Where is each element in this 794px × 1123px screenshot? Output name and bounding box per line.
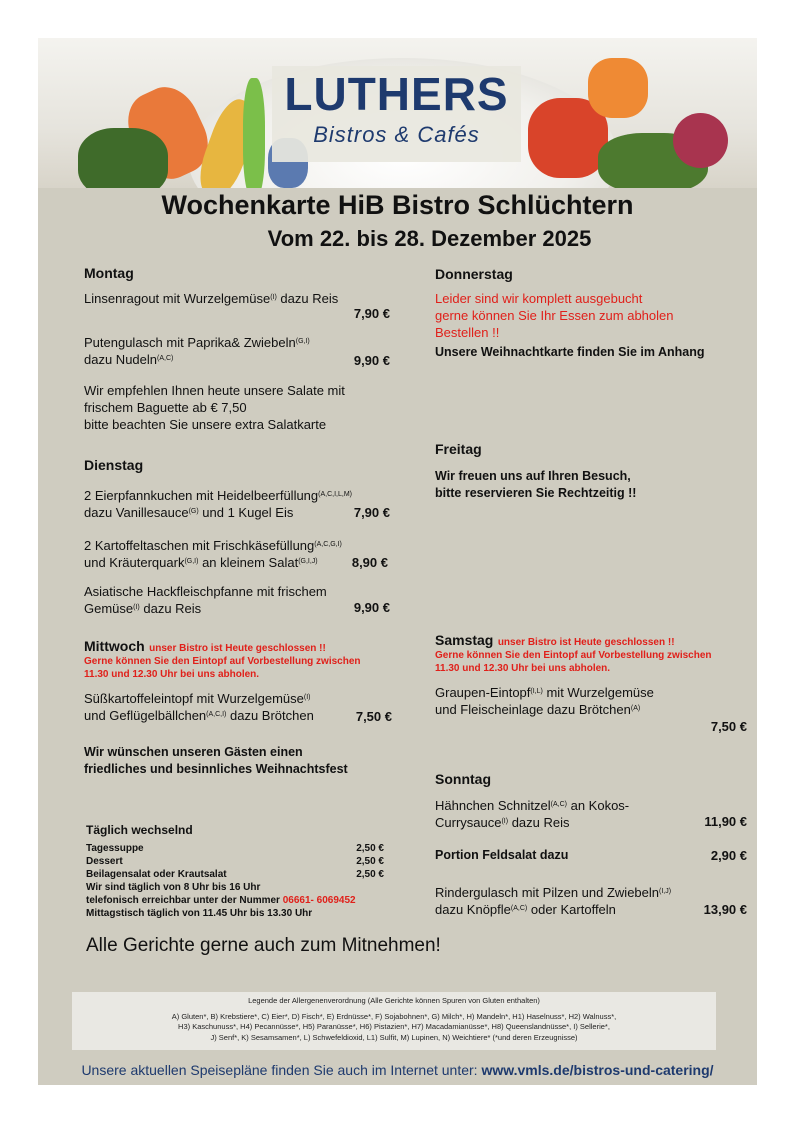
dienstag-item2-price: 8,90 €: [351, 555, 388, 570]
legend-heading: Legende der Allergenenverordnung (Alle Gerichte können Spuren von Gluten enthalten): [248, 996, 540, 1005]
montag-item1: [84, 290, 338, 307]
note-line: friedliches und besinnliches Weihnachtsfest: [84, 762, 348, 776]
sonntag-item3-price: 13,90 €: [703, 902, 747, 917]
samstag-header: [435, 632, 675, 650]
mittwoch-item1-price: 7,50 €: [355, 709, 392, 724]
montag-item1-price: 7,90 €: [353, 306, 390, 321]
donnerstag-booked-notice: [435, 290, 674, 341]
dish-name: 2 Eierpfannkuchen mit Heidelbeerfüllung: [84, 488, 319, 503]
dish-side: und Fleischeinlage dazu Brötchen: [435, 702, 631, 717]
dish-side: Gemüse: [84, 601, 134, 616]
dish-side: Currysauce: [435, 815, 502, 830]
daily-price: 2,50 €: [356, 869, 384, 880]
allergen-code: (I): [133, 604, 140, 611]
dienstag-item3: [84, 583, 327, 617]
dish-side: dazu Nudeln: [84, 352, 157, 367]
allergen-code: (G,I,J): [298, 558, 318, 565]
mittwoch-preorder-note: [84, 656, 361, 681]
day-donnerstag: Donnerstag: [435, 266, 513, 282]
dish-name: Rindergulasch mit Pilzen und Zwiebeln: [435, 885, 660, 900]
freitag-note: [435, 468, 636, 502]
dish-side: an Kokos-: [566, 798, 630, 813]
daily-heading: Täglich wechselnd: [86, 823, 193, 837]
note-line: Gerne können Sie den Eintopf auf Vorbestellung zwischen: [435, 650, 712, 661]
sonntag-item2-price: 2,90 €: [710, 848, 747, 863]
day-montag: Montag: [84, 265, 134, 281]
vegetable-decoration: [673, 113, 728, 168]
note-line: 11.30 und 12.30 Uhr bei uns abholen.: [84, 668, 260, 680]
opening-hours: Wir sind täglich von 8 Uhr bis 16 Uhr: [86, 882, 261, 893]
samstag-item1-price: 7,50 €: [710, 719, 747, 734]
daily-row: [86, 843, 384, 856]
daily-list: [86, 843, 384, 921]
dish-side: und Geflügelbällchen: [84, 708, 207, 723]
dish-side: dazu Reis: [139, 601, 202, 616]
note-line: Bestellen !!: [435, 325, 500, 340]
note-line: bitte beachten Sie unsere extra Salatkarte: [84, 417, 327, 432]
takeaway-note: Alle Gerichte gerne auch zum Mitnehmen!: [86, 935, 441, 956]
allergen-code: (I): [270, 294, 277, 301]
vegetable-decoration: [243, 78, 265, 188]
note-line: Wir empfehlen Ihnen heute unsere Salate mit: [84, 383, 345, 398]
samstag-preorder-note: [435, 650, 712, 675]
phone-number[interactable]: 06661- 6069452: [282, 895, 356, 906]
dish-name: Linsenragout mit Wurzelgemüse: [84, 291, 271, 306]
legend-line: H3) Kaschunuss*, H4) Pecannüsse*, H5) Paranüsse*, H6) Pistazien*, H7) Macadamianüsse*, H8) Queenslandnüsse*, I) Sellerie*,: [178, 1022, 610, 1031]
note-line: Leider sind wir komplett ausgebucht: [435, 291, 643, 306]
allergen-code: (A,C,I,L,M): [318, 491, 352, 498]
sonntag-item1: [435, 797, 629, 831]
note-line: bitte reservieren Sie Rechtzeitig !!: [435, 486, 637, 500]
sonntag-item1-price: 11,90 €: [704, 814, 747, 829]
day-samstag: Samstag: [435, 632, 494, 648]
day-dienstag: Dienstag: [84, 457, 144, 473]
montag-item2-price: 9,90 €: [353, 353, 390, 368]
note-line: Wir freuen uns auf Ihren Besuch,: [435, 469, 631, 483]
christmas-menu-note: Unsere Weihnachtkarte finden Sie im Anhang: [435, 345, 705, 359]
dish-name: Graupen-Eintopf: [435, 685, 531, 700]
holiday-wishes: [84, 744, 348, 778]
footer-note: [38, 1062, 757, 1078]
vegetable-decoration: [588, 58, 648, 118]
dish-side: mit Wurzelgemüse: [542, 685, 654, 700]
dish-side: dazu Reis: [508, 815, 570, 830]
mittwoch-header: [84, 638, 326, 656]
note-line: gerne können Sie Ihr Essen zum abholen: [435, 308, 674, 323]
note-line: Gerne können Sie den Eintopf auf Vorbestellung zwischen: [84, 656, 361, 667]
luthers-logo: [272, 66, 521, 162]
allergen-code: (G,I): [184, 558, 199, 565]
note-line: Wir wünschen unseren Gästen einen: [84, 745, 303, 759]
legend-line: A) Gluten*, B) Krebstiere*, C) Eier*, D) Fisch*, E) Erdnüsse*, F) Sojabohnen*, G) Milch*, H) Mandeln*, H1) Haselnuss*, H2) Walnuss*,: [171, 1011, 617, 1021]
dienstag-item3-price: 9,90 €: [353, 600, 390, 615]
daily-price: 2,50 €: [356, 843, 384, 854]
allergen-code: (I): [303, 694, 311, 701]
mittwoch-item1: [84, 690, 314, 724]
legend-line: J) Senf*, K) Sesamsamen*, L) Schwefeldioxid, L1) Sulfit, M) Lupinen, N) Weichtiere* (*und deren Erzeugnisse): [210, 1032, 578, 1042]
phone-label: telefonisch erreichbar unter der Nummer: [86, 895, 283, 906]
vegetable-decoration: [78, 128, 168, 188]
mittwoch-closed-notice: unser Bistro ist Heute geschlossen !!: [149, 643, 326, 654]
allergen-code: (A,C,I): [206, 711, 227, 718]
menu-title: Wochenkarte HiB Bistro Schlüchtern: [161, 190, 634, 220]
day-freitag: Freitag: [435, 441, 482, 457]
daily-label: Dessert: [86, 856, 123, 867]
dish-side: an kleinem Salat: [198, 555, 299, 570]
day-sonntag: Sonntag: [435, 771, 491, 787]
dish-side: dazu Reis: [276, 291, 339, 306]
allergen-code: (G): [188, 508, 199, 515]
allergen-code: (A,C): [157, 355, 174, 362]
allergen-code: (I,L): [530, 688, 543, 695]
dish-side: und Kräuterquark: [84, 555, 185, 570]
dish-name: Hähnchen Schnitzel: [435, 798, 551, 813]
dish-side: dazu Brötchen: [226, 708, 314, 723]
dish-side: oder Kartoffeln: [527, 902, 616, 917]
note-line: 11.30 und 12.30 Uhr bei uns abholen.: [435, 662, 611, 674]
allergen-code: (A,C): [510, 905, 528, 912]
montag-salad-note: [84, 382, 345, 433]
menu-dates: Vom 22. bis 28. Dezember 2025: [267, 226, 592, 251]
lunch-hours: Mittagstisch täglich von 11.45 Uhr bis 13.30 Uhr: [86, 908, 313, 919]
allergen-code: (A,C): [550, 801, 567, 808]
website-link[interactable]: www.vmls.de/bistros-und-catering/: [481, 1062, 714, 1078]
dish-side: und 1 Kugel Eis: [198, 505, 294, 520]
allergen-code: (I): [501, 818, 509, 825]
samstag-closed-notice: unser Bistro ist Heute geschlossen !!: [497, 637, 675, 648]
allergen-code: (G,I): [295, 338, 310, 345]
sonntag-item3: [435, 884, 671, 918]
dish-name: Süßkartoffeleintopf mit Wurzelgemüse: [84, 691, 304, 706]
dish-side: dazu Vanillesauce: [84, 505, 189, 520]
allergen-code: (A,C,G,I): [314, 541, 342, 548]
allergen-code: (A): [630, 705, 641, 712]
allergen-code: (I,J): [659, 888, 672, 895]
footer-text: Unsere aktuellen Speisepläne finden Sie auch im Internet unter:: [81, 1062, 482, 1078]
daily-label: Beilagensalat oder Krautsalat: [86, 869, 227, 880]
logo-brand: LUTHERS: [284, 68, 509, 120]
dish-name: 2 Kartoffeltaschen mit Frischkäsefüllung: [84, 538, 315, 553]
sonntag-item2: Portion Feldsalat dazu: [435, 848, 569, 862]
daily-row: [86, 869, 384, 882]
dish-name: Putengulasch mit Paprika& Zwiebeln: [84, 335, 296, 350]
daily-price: 2,50 €: [356, 856, 384, 867]
dish-name: Asiatische Hackfleischpfanne mit frischem: [84, 584, 327, 599]
daily-row: [86, 856, 384, 869]
dish-side: dazu Knöpfle: [435, 902, 511, 917]
day-mittwoch: Mittwoch: [84, 638, 145, 654]
samstag-item1: [435, 684, 654, 718]
montag-item2: [84, 334, 310, 368]
phone-line: [86, 895, 384, 908]
logo-subtitle: Bistros & Cafés: [313, 122, 480, 147]
dienstag-item1-price: 7,90 €: [353, 505, 390, 520]
note-line: frischem Baguette ab € 7,50: [84, 400, 247, 415]
allergen-legend: [72, 992, 716, 1050]
daily-label: Tagessuppe: [86, 843, 144, 854]
